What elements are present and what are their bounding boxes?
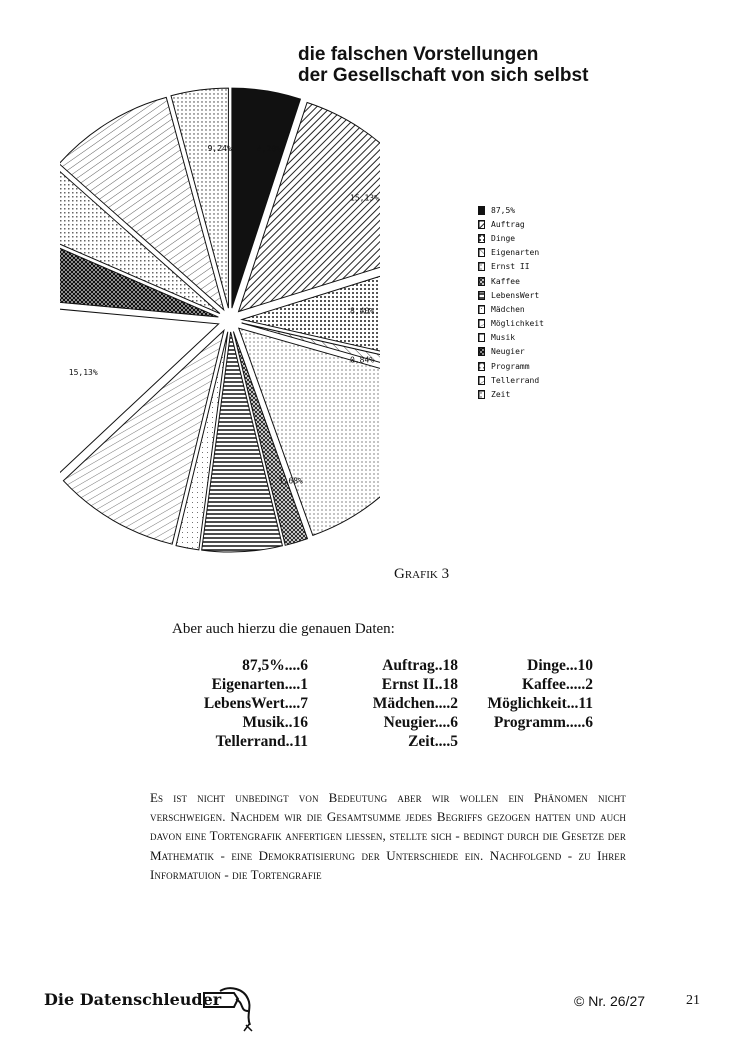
- legend-swatch: [478, 390, 485, 399]
- title-line-2: der Gesellschaft von sich selbst: [298, 65, 589, 86]
- legend-swatch: [478, 248, 485, 257]
- slice-label: 0,84%: [350, 355, 375, 365]
- table-cell: Programm.....6: [493, 714, 593, 731]
- table-row: [150, 694, 610, 713]
- legend-label: Eigenarten: [491, 248, 540, 258]
- table-row: [150, 713, 610, 732]
- intro-text: Aber auch hierzu die genauen Daten:: [172, 621, 395, 637]
- legend-swatch: [478, 319, 485, 328]
- legend-item: [478, 217, 544, 231]
- legend-swatch: [478, 362, 485, 371]
- legend-swatch: [478, 347, 485, 356]
- table-cell: Eigenarten....1: [211, 676, 308, 693]
- data-table: [150, 656, 610, 751]
- legend-label: LebensWert: [491, 290, 540, 300]
- legend-label: Dinge: [491, 233, 516, 243]
- legend-swatch: [478, 333, 485, 342]
- table-cell: Kaffee.....2: [521, 676, 593, 693]
- slice-label: 4,20%: [256, 144, 281, 154]
- table-cell: Musik..16: [242, 714, 308, 731]
- legend-item: [478, 288, 544, 302]
- table-cell: Möglichkeit...11: [487, 695, 593, 712]
- legend-label: Tellerrand: [491, 375, 540, 385]
- table-cell: Mädchen....2: [372, 695, 458, 712]
- slice-label: 9,24%: [207, 144, 232, 154]
- legend-label: Neugier: [491, 347, 525, 357]
- table-cell: Neugier....6: [383, 714, 458, 731]
- body-paragraph: Es ist nicht unbedingt von Bedeutung aber wir wollen ein Phänomen nicht verschweigen. Nachdem wir die Gesamtsumme jedes Begriffs gezogen hatten und auch davon eine Tortengrafik anfertigen liessen, stellte sich - bedingt durch die Gesetze der Mathematik - eine Demokratisierung der Unterschiede ein. Nachfolgend - zu Ihrer Informatuion - die Tortengrafie: [150, 790, 626, 882]
- table-cell: Dinge...10: [527, 657, 593, 674]
- legend-swatch: [478, 262, 485, 271]
- legend-item: [478, 302, 544, 316]
- legend-item: [478, 359, 544, 373]
- table-row: [150, 656, 610, 675]
- legend-item: [478, 345, 544, 359]
- legend-label: Mädchen: [491, 304, 525, 314]
- chart-legend: [478, 203, 544, 402]
- legend-label: Kaffee: [491, 276, 520, 286]
- legend-label: Ernst II: [491, 262, 530, 272]
- legend-item: [478, 387, 544, 401]
- issue-number: © Nr. 26/27: [574, 993, 646, 1009]
- table-cell: 87,5%....6: [242, 657, 308, 674]
- slice-label: 1,68%: [278, 476, 303, 486]
- table-cell: Ernst II..18: [381, 676, 458, 693]
- legend-item: [478, 260, 544, 274]
- pie-chart: [60, 80, 380, 560]
- legend-swatch: [478, 305, 485, 314]
- legend-item: [478, 373, 544, 387]
- slingshot-logo-icon: [200, 985, 260, 1035]
- legend-item: [478, 231, 544, 245]
- legend-item: [478, 317, 544, 331]
- legend-swatch: [478, 220, 485, 229]
- page-number: 21: [686, 993, 700, 1008]
- legend-swatch: [478, 277, 485, 286]
- legend-swatch: [478, 376, 485, 385]
- legend-label: Programm: [491, 361, 530, 371]
- legend-item: [478, 203, 544, 217]
- legend-item: [478, 331, 544, 345]
- legend-label: Musik: [491, 333, 516, 343]
- legend-label: Zeit: [491, 390, 511, 400]
- table-cell: Tellerrand..11: [215, 733, 308, 750]
- slice-label: 8,40%: [350, 306, 375, 316]
- table-cell: Auftrag..18: [382, 657, 458, 674]
- slice-label: 15,13%: [350, 193, 379, 203]
- title-line-1: die falschen Vorstellungen: [298, 44, 539, 65]
- legend-swatch: [478, 206, 485, 215]
- table-cell: Zeit....5: [408, 733, 458, 750]
- table-row: [150, 732, 610, 751]
- table-cell: [458, 732, 593, 751]
- table-cell: LebensWert....7: [203, 695, 308, 712]
- legend-item: [478, 274, 544, 288]
- legend-swatch: [478, 234, 485, 243]
- legend-item: [478, 246, 544, 260]
- legend-swatch: [478, 291, 485, 300]
- table-row: [150, 675, 610, 694]
- slice-label: 15,13%: [68, 368, 98, 378]
- legend-label: 87,5%: [491, 205, 516, 215]
- legend-label: Auftrag: [491, 219, 525, 229]
- figure-caption: Grafik 3: [394, 566, 450, 582]
- legend-label: Möglichkeit: [491, 319, 544, 329]
- publication-logo-text: Die Datenschleuder: [44, 990, 222, 1009]
